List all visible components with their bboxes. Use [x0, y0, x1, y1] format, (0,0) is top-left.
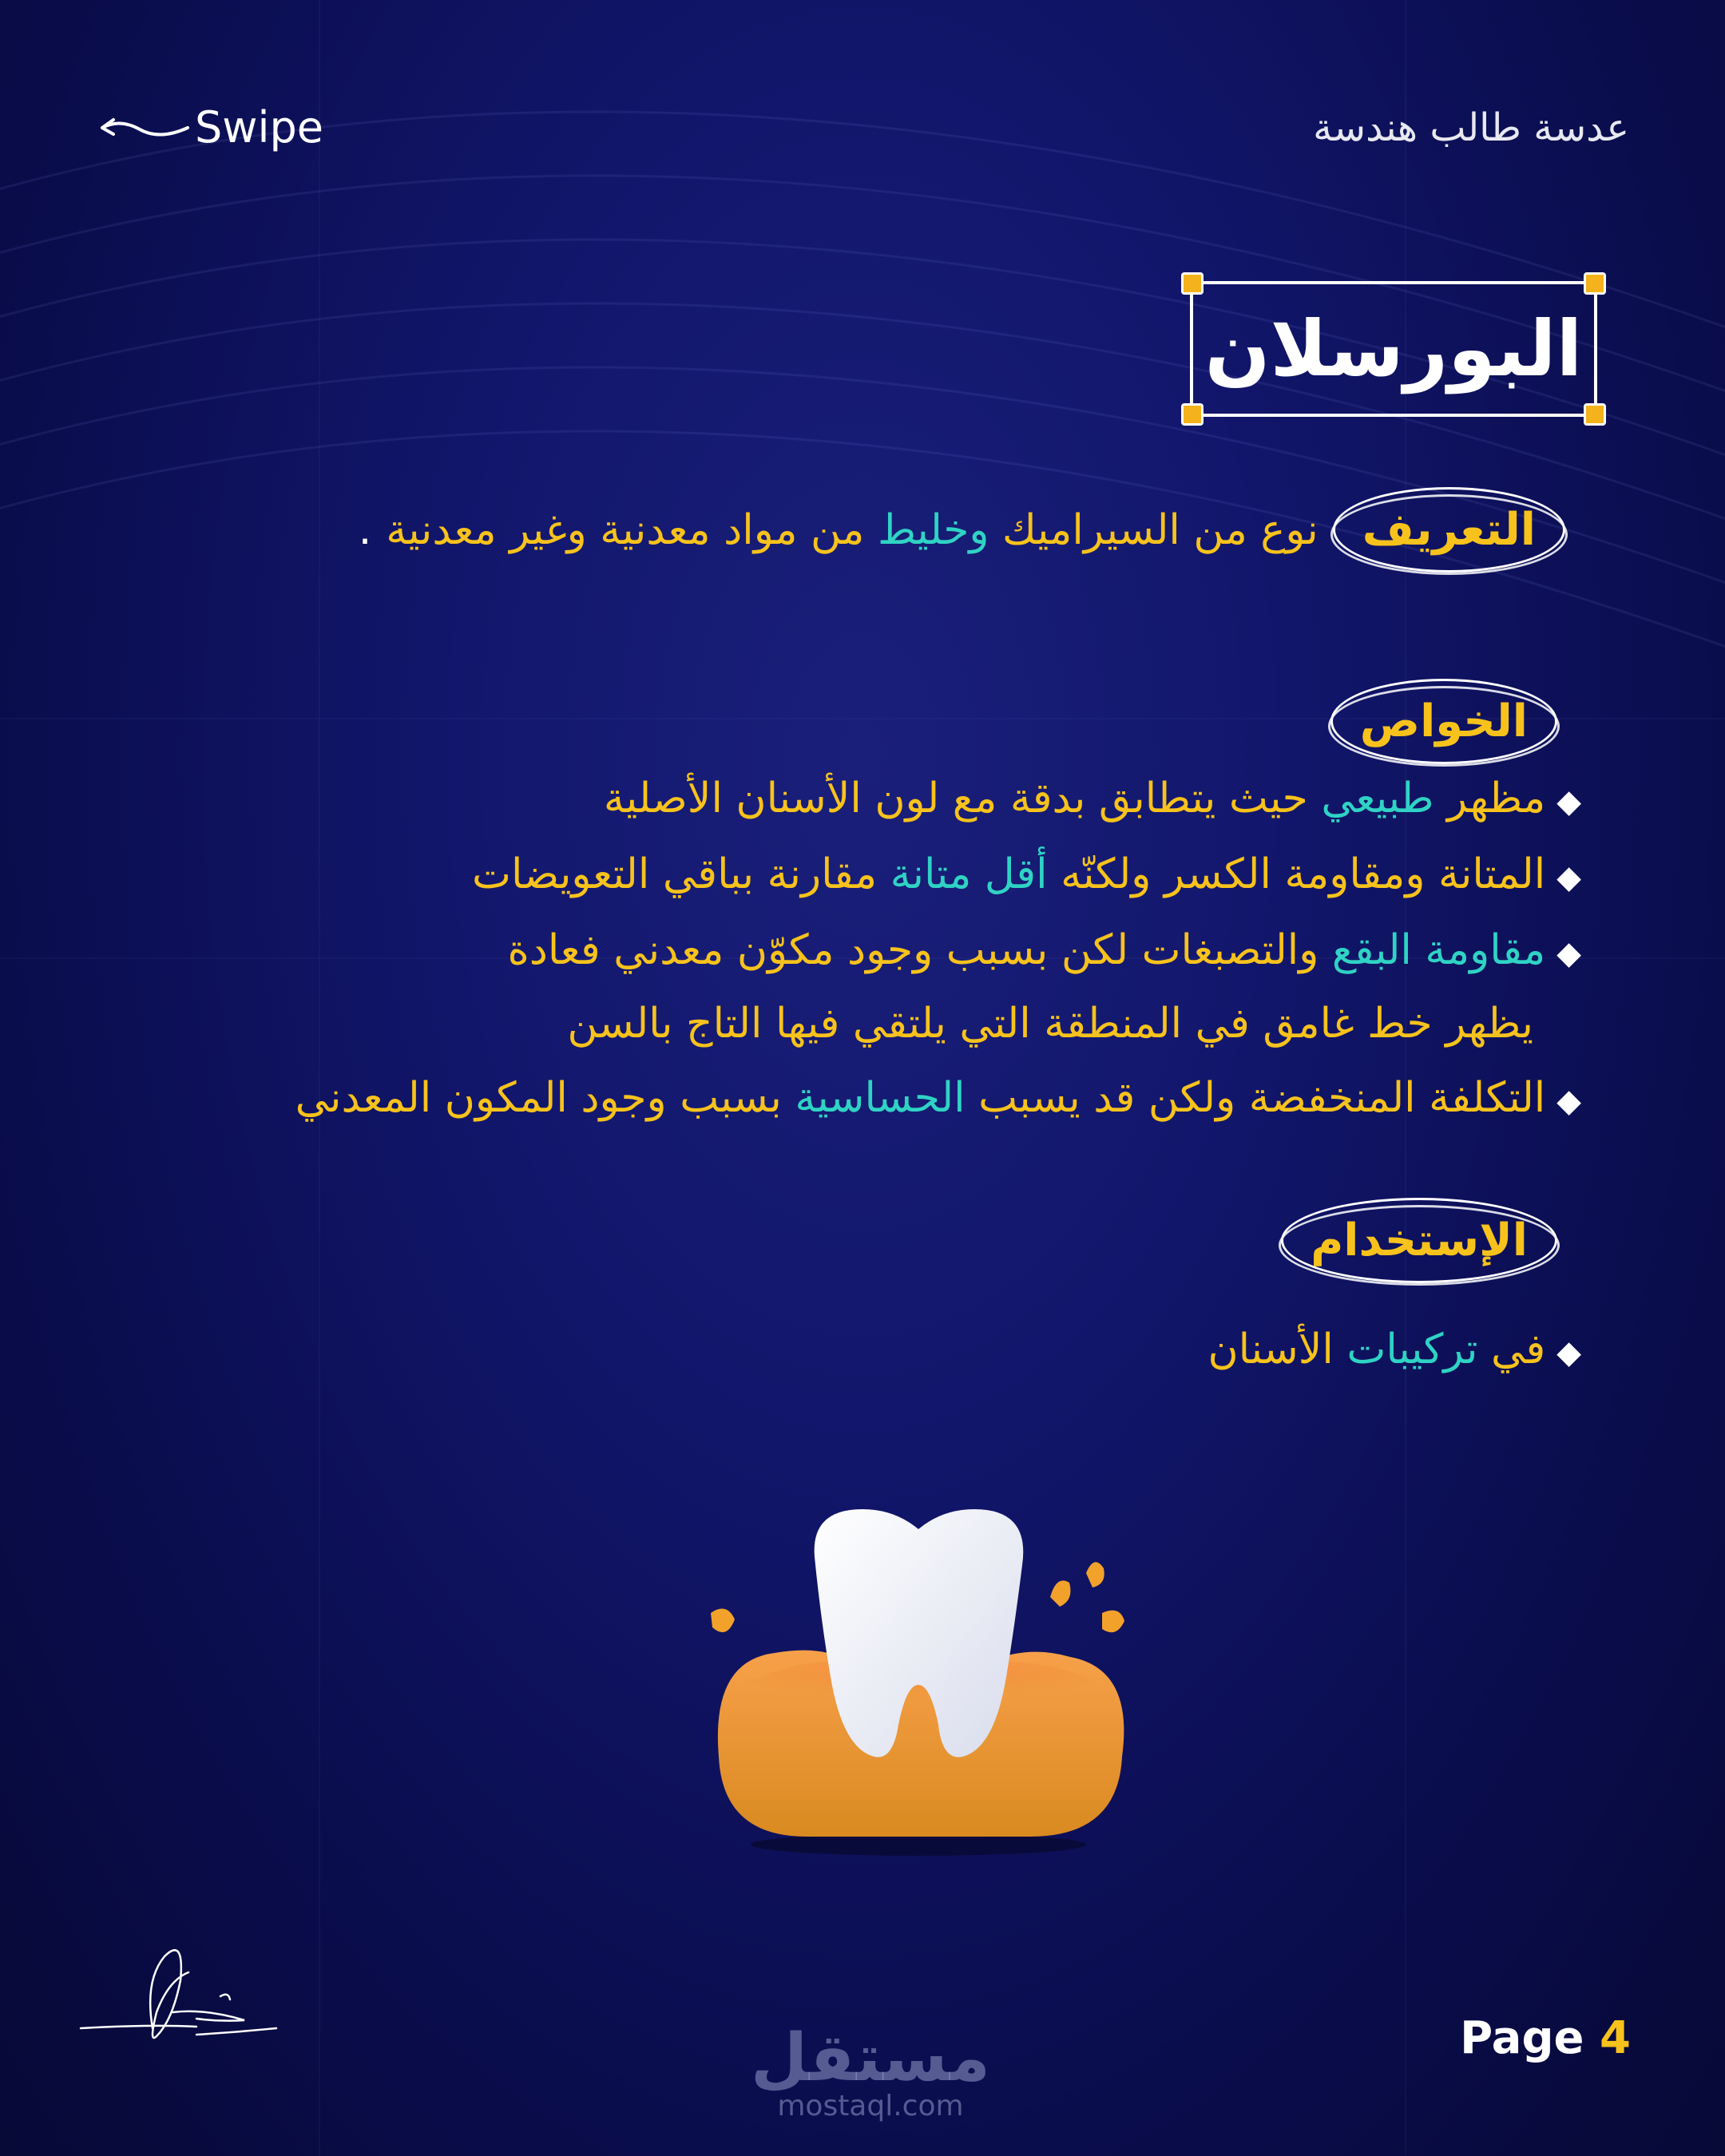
diamond-bullet-icon: ◆ — [1556, 783, 1581, 820]
definition-text: نوع من السيراميك وخليط من مواد معدنية وغير معدنية — [386, 505, 1319, 554]
definition-prefix: . — [358, 505, 372, 554]
list-item: ◆ مظهر طبيعي حيث يتطابق بدقة مع لون الأسنان الأصلية — [603, 775, 1581, 822]
swipe-label: Swipe — [195, 102, 323, 153]
list-item: ◆ التكلفة المنخفضة ولكن قد يسبب الحساسية بسبب وجود المكون المعدني — [295, 1074, 1581, 1122]
definition-label: التعريف — [1333, 487, 1565, 573]
watermark — [751, 2020, 990, 2122]
page-number: 4 — [1600, 2012, 1631, 2064]
page-word: Page — [1460, 2012, 1584, 2064]
corner-handle — [1584, 272, 1606, 295]
corner-handle — [1181, 403, 1204, 426]
list-item: ◆ في تركيبات الأسنان — [1208, 1326, 1581, 1373]
properties-heading — [1330, 679, 1557, 764]
diamond-bullet-icon: ◆ — [1556, 935, 1581, 972]
properties-label: الخواص — [1330, 679, 1557, 764]
definition-row — [359, 487, 1565, 573]
usage-label: الإستخدام — [1281, 1198, 1557, 1283]
tooth-illustration — [687, 1493, 1150, 1861]
page-title: البورسلان — [1204, 304, 1583, 394]
swipe-hint[interactable] — [96, 102, 323, 153]
watermark-latin: mostaql.com — [777, 2090, 964, 2122]
page-indicator — [1460, 2012, 1631, 2064]
list-item: ◆ مقاومة البقع والتصبغات لكن بسبب وجود مكوّن معدني فعادة — [507, 926, 1581, 974]
corner-handle — [1181, 272, 1204, 295]
title-box — [1190, 281, 1597, 417]
list-item: ◆ المتانة ومقاومة الكسر ولكنّه أقل متانة مقارنة بباقي التعويضات — [472, 850, 1581, 898]
list-item-continuation: يظهر خط غامق في المنطقة التي يلتقي فيها التاج بالسن — [567, 1000, 1533, 1048]
diamond-bullet-icon: ◆ — [1556, 1083, 1581, 1120]
corner-handle — [1584, 403, 1606, 426]
diamond-bullet-icon: ◆ — [1556, 859, 1581, 896]
signature — [77, 1932, 284, 2060]
watermark-arabic: مستقل — [751, 2020, 990, 2096]
usage-heading — [1281, 1198, 1557, 1283]
diamond-bullet-icon: ◆ — [1556, 1334, 1581, 1371]
brand-name: عدسة طالب هندسة — [1313, 105, 1629, 150]
swipe-arrow-icon — [96, 112, 192, 144]
